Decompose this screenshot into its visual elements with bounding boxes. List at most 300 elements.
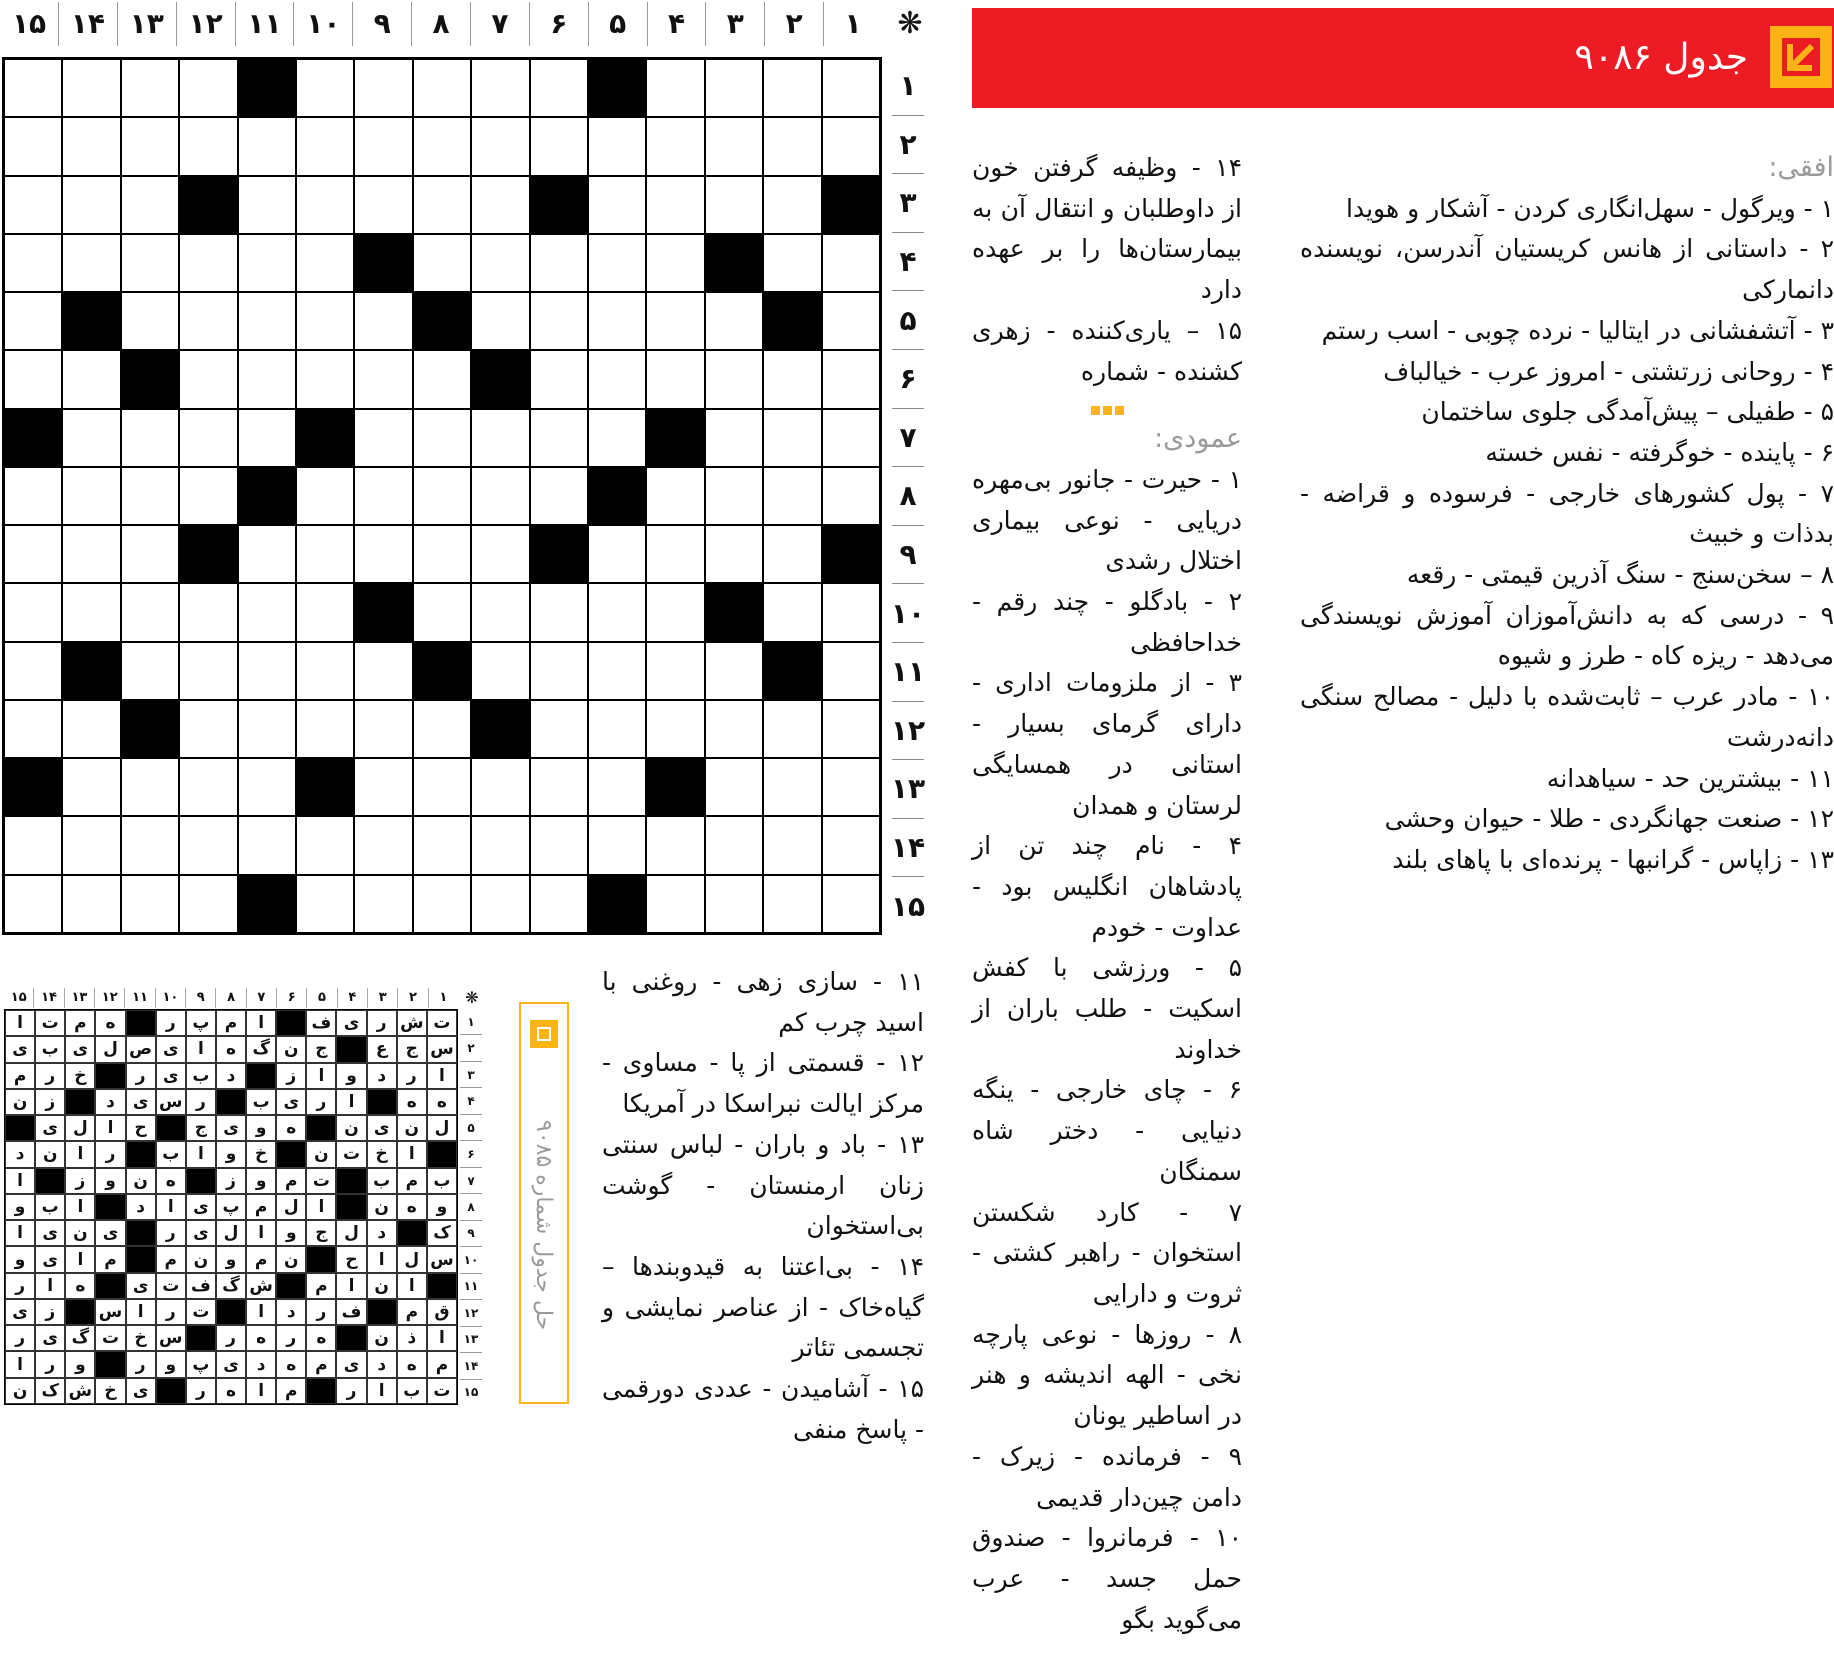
grid-cell[interactable] (62, 59, 120, 117)
grid-cell[interactable] (646, 583, 704, 641)
solution-black-cell (216, 1299, 246, 1325)
grid-cell[interactable] (296, 816, 354, 874)
grid-cell[interactable] (296, 583, 354, 641)
grid-cell[interactable] (822, 816, 880, 874)
grid-cell[interactable] (705, 525, 763, 583)
grid-cell[interactable] (705, 875, 763, 933)
grid-cell[interactable] (179, 409, 237, 467)
grid-cell[interactable] (62, 700, 120, 758)
row-label: ۳ (892, 173, 924, 232)
grid-cell[interactable] (471, 875, 529, 933)
grid-cell[interactable] (354, 59, 412, 117)
grid-cell[interactable] (238, 234, 296, 292)
solution-row-label: ۳ (460, 1061, 482, 1087)
grid-cell[interactable] (471, 758, 529, 816)
grid-cell[interactable] (62, 816, 120, 874)
grid-cell[interactable] (121, 292, 179, 350)
grid-cell[interactable] (471, 292, 529, 350)
grid-cell[interactable] (471, 525, 529, 583)
grid-cell[interactable] (413, 525, 471, 583)
grid-cell[interactable] (530, 758, 588, 816)
solution-cell: و (427, 1194, 457, 1220)
grid-cell[interactable] (646, 59, 704, 117)
solution-cell: ت (336, 1141, 366, 1167)
grid-cell[interactable] (530, 583, 588, 641)
grid-cell[interactable] (646, 350, 704, 408)
grid-cell[interactable] (179, 875, 237, 933)
grid-cell[interactable] (413, 583, 471, 641)
grid-cell[interactable] (296, 525, 354, 583)
grid-cell[interactable] (646, 875, 704, 933)
grid-cell[interactable] (62, 350, 120, 408)
black-cell (646, 758, 704, 816)
solution-cell: م (397, 1299, 427, 1325)
solution-cell: ر (35, 1351, 65, 1377)
solution-cell: م (276, 1168, 306, 1194)
solution-cell: ا (65, 1141, 95, 1167)
grid-cell[interactable] (121, 758, 179, 816)
grid-cell[interactable] (62, 758, 120, 816)
grid-cell[interactable] (822, 59, 880, 117)
grid-cell[interactable] (179, 758, 237, 816)
grid-cell[interactable] (354, 525, 412, 583)
solution-cell: ت (156, 1273, 186, 1299)
grid-cell[interactable] (530, 292, 588, 350)
grid-cell[interactable] (763, 467, 821, 525)
grid-cell[interactable] (646, 292, 704, 350)
grid-cell[interactable] (588, 409, 646, 467)
grid-cell[interactable] (588, 583, 646, 641)
grid-cell[interactable] (354, 642, 412, 700)
grid-cell[interactable] (4, 234, 62, 292)
logo-icon (1770, 26, 1832, 88)
grid-cell[interactable] (179, 59, 237, 117)
grid-cell[interactable] (413, 234, 471, 292)
grid-cell[interactable] (238, 816, 296, 874)
clue-item: ۱ - حیرت - جانور بی‌مهره دریایی - نوعی بیماری اختلال رشدی (972, 464, 1242, 576)
grid-cell[interactable] (296, 467, 354, 525)
grid-cell[interactable] (705, 642, 763, 700)
grid-cell[interactable] (530, 816, 588, 874)
grid-cell[interactable] (646, 816, 704, 874)
grid-cell[interactable] (822, 758, 880, 816)
grid-cell[interactable] (238, 700, 296, 758)
grid-cell[interactable] (62, 583, 120, 641)
solution-cell: د (216, 1063, 246, 1089)
grid-cell[interactable] (822, 700, 880, 758)
grid-cell[interactable] (822, 234, 880, 292)
solution-cell: ن (367, 1325, 397, 1351)
solution-cell: ج (306, 1220, 336, 1246)
grid-cell[interactable] (413, 467, 471, 525)
grid-cell[interactable] (530, 642, 588, 700)
grid-cell[interactable] (646, 234, 704, 292)
grid-cell[interactable] (530, 700, 588, 758)
grid-cell[interactable] (705, 59, 763, 117)
solution-cell: ا (246, 1220, 276, 1246)
grid-cell[interactable] (4, 642, 62, 700)
solution-cell: و (65, 1351, 95, 1377)
grid-cell[interactable] (822, 117, 880, 175)
solution-black-cell (306, 1246, 336, 1272)
solution-cell: ا (246, 1010, 276, 1036)
grid-cell[interactable] (4, 875, 62, 933)
solution-cell: ر (156, 1010, 186, 1036)
solution-column-label: ۳ (367, 988, 397, 1008)
solution-cell: ا (126, 1299, 156, 1325)
grid-cell[interactable] (413, 350, 471, 408)
grid-cell[interactable] (4, 583, 62, 641)
grid-cell[interactable] (588, 642, 646, 700)
grid-cell[interactable] (62, 875, 120, 933)
grid-cell[interactable] (763, 583, 821, 641)
grid-cell[interactable] (763, 59, 821, 117)
clue-item: ۱۳ - باد و باران - لباس سنتی زنان ارمنستان - گوشت بی‌استخوان (602, 1129, 924, 1241)
solution-cell: س (427, 1246, 457, 1272)
grid-cell[interactable] (238, 525, 296, 583)
solution-cell: ا (65, 1194, 95, 1220)
solution-column-label: ۱۵ (10, 990, 27, 1005)
solution-cell: س (95, 1299, 125, 1325)
grid-cell[interactable] (4, 525, 62, 583)
grid-cell[interactable] (763, 816, 821, 874)
grid-cell[interactable] (822, 875, 880, 933)
mixed-clues-column (972, 148, 1242, 1640)
row-label: ۹ (892, 525, 924, 584)
solution-cell: ز (216, 1168, 246, 1194)
grid-cell[interactable] (763, 700, 821, 758)
black-cell (179, 525, 237, 583)
grid-cell[interactable] (121, 234, 179, 292)
grid-cell[interactable] (530, 409, 588, 467)
solution-cell: و (95, 1168, 125, 1194)
solution-cell: ی (186, 1220, 216, 1246)
grid-cell[interactable] (763, 117, 821, 175)
grid-cell[interactable] (121, 117, 179, 175)
black-cell (763, 642, 821, 700)
solution-cell: و (276, 1220, 306, 1246)
solution-cell: س (156, 1089, 186, 1115)
grid-cell[interactable] (588, 525, 646, 583)
grid-cell[interactable] (705, 467, 763, 525)
grid-cell[interactable] (413, 117, 471, 175)
grid-cell[interactable] (822, 642, 880, 700)
solution-cell: م (397, 1168, 427, 1194)
solution-column-label: ۸ (215, 988, 245, 1008)
grid-cell[interactable] (238, 758, 296, 816)
grid-cell[interactable] (822, 350, 880, 408)
grid-cell[interactable] (705, 292, 763, 350)
solution-cell: د (367, 1063, 397, 1089)
solution-column-label: ۹ (185, 988, 215, 1008)
grid-cell[interactable] (354, 292, 412, 350)
solution-black-cell (126, 1220, 156, 1246)
grid-cell[interactable] (354, 117, 412, 175)
grid-cell[interactable] (763, 176, 821, 234)
solution-cell: ه (246, 1325, 276, 1351)
grid-cell[interactable] (705, 176, 763, 234)
solution-row-label: ۱۳ (460, 1326, 482, 1352)
clue-item: ۳ - از ملزومات اداری - دارای گرمای بسیار - استانی در همسایگی لرستان و همدان (972, 668, 1242, 820)
black-cell (62, 642, 120, 700)
grid-cell[interactable] (588, 292, 646, 350)
row-label: ۱۵ (892, 876, 924, 935)
grid-cell[interactable] (588, 758, 646, 816)
grid-cell[interactable] (4, 816, 62, 874)
grid-cell[interactable] (413, 816, 471, 874)
solution-row-label: ۷ (460, 1167, 482, 1193)
grid-cell[interactable] (413, 758, 471, 816)
solution-cell: ا (5, 1220, 35, 1246)
grid-cell[interactable] (238, 176, 296, 234)
solution-cell: ن (126, 1168, 156, 1194)
solution-cell: ه (306, 1325, 336, 1351)
grid-cell[interactable] (354, 176, 412, 234)
solution-cell: ع (367, 1036, 397, 1062)
grid-cell[interactable] (238, 350, 296, 408)
grid-cell[interactable] (354, 875, 412, 933)
column-label: ۱۵ (11, 7, 47, 40)
grid-cell[interactable] (646, 525, 704, 583)
solution-cell: ل (65, 1115, 95, 1141)
solution-black-cell (336, 1325, 366, 1351)
grid-cell[interactable] (179, 117, 237, 175)
grid-cell[interactable] (588, 700, 646, 758)
solution-logo-icon (530, 1020, 558, 1048)
grid-cell[interactable] (822, 467, 880, 525)
grid-cell[interactable] (238, 642, 296, 700)
solution-cell: ج (306, 1036, 336, 1062)
solution-grid (4, 1009, 458, 1405)
solution-cell: ب (397, 1378, 427, 1404)
solution-column-label: ۷ (246, 988, 276, 1008)
solution-cell: ه (427, 1089, 457, 1115)
solution-cell: ر (35, 1063, 65, 1089)
grid-cell[interactable] (4, 467, 62, 525)
grid-cell[interactable] (413, 176, 471, 234)
solution-cell: پ (216, 1194, 246, 1220)
solution-cell: ن (35, 1141, 65, 1167)
solution-cell: گ (65, 1325, 95, 1351)
solution-cell: م (95, 1246, 125, 1272)
grid-cell[interactable] (179, 292, 237, 350)
grid-cell[interactable] (179, 234, 237, 292)
grid-cell[interactable] (238, 409, 296, 467)
grid-cell[interactable] (413, 409, 471, 467)
grid-cell[interactable] (705, 758, 763, 816)
solution-cell: ی (35, 1115, 65, 1141)
solution-cell: ف (186, 1273, 216, 1299)
grid-cell[interactable] (4, 176, 62, 234)
solution-black-cell (397, 1220, 427, 1246)
grid-cell[interactable] (763, 525, 821, 583)
grid-cell[interactable] (238, 583, 296, 641)
solution-cell: ی (216, 1351, 246, 1377)
grid-cell[interactable] (121, 176, 179, 234)
solution-cell: ص (126, 1036, 156, 1062)
grid-cell[interactable] (471, 176, 529, 234)
grid-cell[interactable] (296, 292, 354, 350)
solution-black-cell (186, 1325, 216, 1351)
grid-cell[interactable] (646, 176, 704, 234)
solution-cell: ن (5, 1089, 35, 1115)
grid-cell[interactable] (121, 583, 179, 641)
grid-cell[interactable] (296, 59, 354, 117)
black-cell (238, 467, 296, 525)
solution-cell: ز (276, 1063, 306, 1089)
grid-cell[interactable] (530, 350, 588, 408)
grid-cell[interactable] (763, 875, 821, 933)
grid-cell[interactable] (296, 875, 354, 933)
grid-cell[interactable] (121, 875, 179, 933)
grid-cell[interactable] (179, 467, 237, 525)
grid-cell[interactable] (588, 816, 646, 874)
grid-cell[interactable] (530, 117, 588, 175)
solution-column-label: ۶ (276, 988, 306, 1008)
grid-cell[interactable] (413, 59, 471, 117)
solution-cell: ا (246, 1299, 276, 1325)
solution-cell: د (367, 1220, 397, 1246)
grid-cell[interactable] (471, 234, 529, 292)
grid-cell[interactable] (354, 700, 412, 758)
grid-cell[interactable] (705, 816, 763, 874)
grid-cell[interactable] (530, 467, 588, 525)
grid-cell[interactable] (588, 234, 646, 292)
black-cell (471, 700, 529, 758)
grid-cell[interactable] (705, 117, 763, 175)
solution-cell: ه (156, 1168, 186, 1194)
solution-cell: ا (367, 1246, 397, 1272)
grid-cell[interactable] (296, 117, 354, 175)
corner-star-icon: ❋ (897, 6, 923, 41)
grid-cell[interactable] (62, 467, 120, 525)
grid-cell[interactable] (530, 875, 588, 933)
solution-cell: ج (397, 1036, 427, 1062)
grid-cell[interactable] (121, 409, 179, 467)
grid-cell[interactable] (354, 816, 412, 874)
grid-cell[interactable] (588, 176, 646, 234)
grid-cell[interactable] (471, 59, 529, 117)
solution-cell: د (276, 1299, 306, 1325)
solution-cell: ا (397, 1273, 427, 1299)
grid-cell[interactable] (179, 700, 237, 758)
solution-black-cell (336, 1036, 366, 1062)
grid-cell[interactable] (763, 350, 821, 408)
grid-cell[interactable] (471, 467, 529, 525)
grid-cell[interactable] (646, 117, 704, 175)
solution-cell: ن (276, 1246, 306, 1272)
solution-cell: ا (95, 1115, 125, 1141)
grid-cell[interactable] (530, 59, 588, 117)
grid-cell[interactable] (588, 117, 646, 175)
solution-cell: ه (65, 1273, 95, 1299)
grid-cell[interactable] (4, 59, 62, 117)
grid-cell[interactable] (471, 583, 529, 641)
solution-column-label: ۱۳ (64, 988, 94, 1008)
grid-cell[interactable] (471, 816, 529, 874)
grid-cell[interactable] (471, 642, 529, 700)
grid-cell[interactable] (179, 816, 237, 874)
grid-cell[interactable] (179, 583, 237, 641)
solution-cell: ر (306, 1089, 336, 1115)
solution-black-cell (276, 1010, 306, 1036)
black-cell (588, 467, 646, 525)
grid-cell[interactable] (763, 409, 821, 467)
solution-cell: ب (186, 1063, 216, 1089)
grid-cell[interactable] (588, 350, 646, 408)
grid-cell[interactable] (4, 350, 62, 408)
grid-cell[interactable] (822, 292, 880, 350)
grid-cell[interactable] (646, 467, 704, 525)
solution-cell: و (336, 1063, 366, 1089)
solution-cell: ق (427, 1299, 457, 1325)
grid-cell[interactable] (179, 350, 237, 408)
grid-cell[interactable] (4, 117, 62, 175)
clue-item: ۱۱ - سازی زهی - روغنی با اسید چرب کم (602, 967, 924, 1037)
grid-cell[interactable] (705, 700, 763, 758)
grid-cell[interactable] (705, 409, 763, 467)
black-cell (705, 583, 763, 641)
grid-cell[interactable] (121, 642, 179, 700)
grid-cell[interactable] (62, 409, 120, 467)
grid-cell[interactable] (4, 292, 62, 350)
grid-cell[interactable] (646, 642, 704, 700)
grid-cell[interactable] (121, 525, 179, 583)
grid-cell[interactable] (296, 350, 354, 408)
grid-cell[interactable] (471, 409, 529, 467)
grid-cell[interactable] (471, 117, 529, 175)
grid-cell[interactable] (121, 816, 179, 874)
grid-cell[interactable] (62, 176, 120, 234)
black-cell (354, 234, 412, 292)
grid-cell[interactable] (354, 758, 412, 816)
grid-cell[interactable] (822, 409, 880, 467)
grid-cell[interactable] (121, 467, 179, 525)
grid-cell[interactable] (413, 700, 471, 758)
grid-cell[interactable] (296, 642, 354, 700)
grid-cell[interactable] (705, 350, 763, 408)
black-cell (238, 875, 296, 933)
grid-cell[interactable] (296, 176, 354, 234)
grid-cell[interactable] (296, 234, 354, 292)
column-label: ۱۲ (176, 2, 235, 46)
solution-cell: ر (5, 1273, 35, 1299)
solution-cell: ب (367, 1168, 397, 1194)
grid-cell[interactable] (238, 117, 296, 175)
black-cell (238, 59, 296, 117)
grid-cell[interactable] (354, 350, 412, 408)
grid-cell[interactable] (179, 642, 237, 700)
grid-cell[interactable] (62, 234, 120, 292)
grid-cell[interactable] (62, 117, 120, 175)
grid-cell[interactable] (238, 292, 296, 350)
solution-cell: ر (126, 1063, 156, 1089)
grid-cell[interactable] (530, 234, 588, 292)
grid-cell[interactable] (296, 700, 354, 758)
grid-cell[interactable] (763, 758, 821, 816)
grid-cell[interactable] (413, 875, 471, 933)
grid-cell[interactable] (646, 700, 704, 758)
grid-cell[interactable] (354, 409, 412, 467)
grid-cell[interactable] (822, 583, 880, 641)
grid-cell[interactable] (62, 525, 120, 583)
grid-cell[interactable] (4, 700, 62, 758)
grid-cell[interactable] (354, 467, 412, 525)
solution-cell: ز (35, 1089, 65, 1115)
grid-cell[interactable] (763, 234, 821, 292)
solution-black-cell (306, 1378, 336, 1404)
grid-cell[interactable] (121, 59, 179, 117)
